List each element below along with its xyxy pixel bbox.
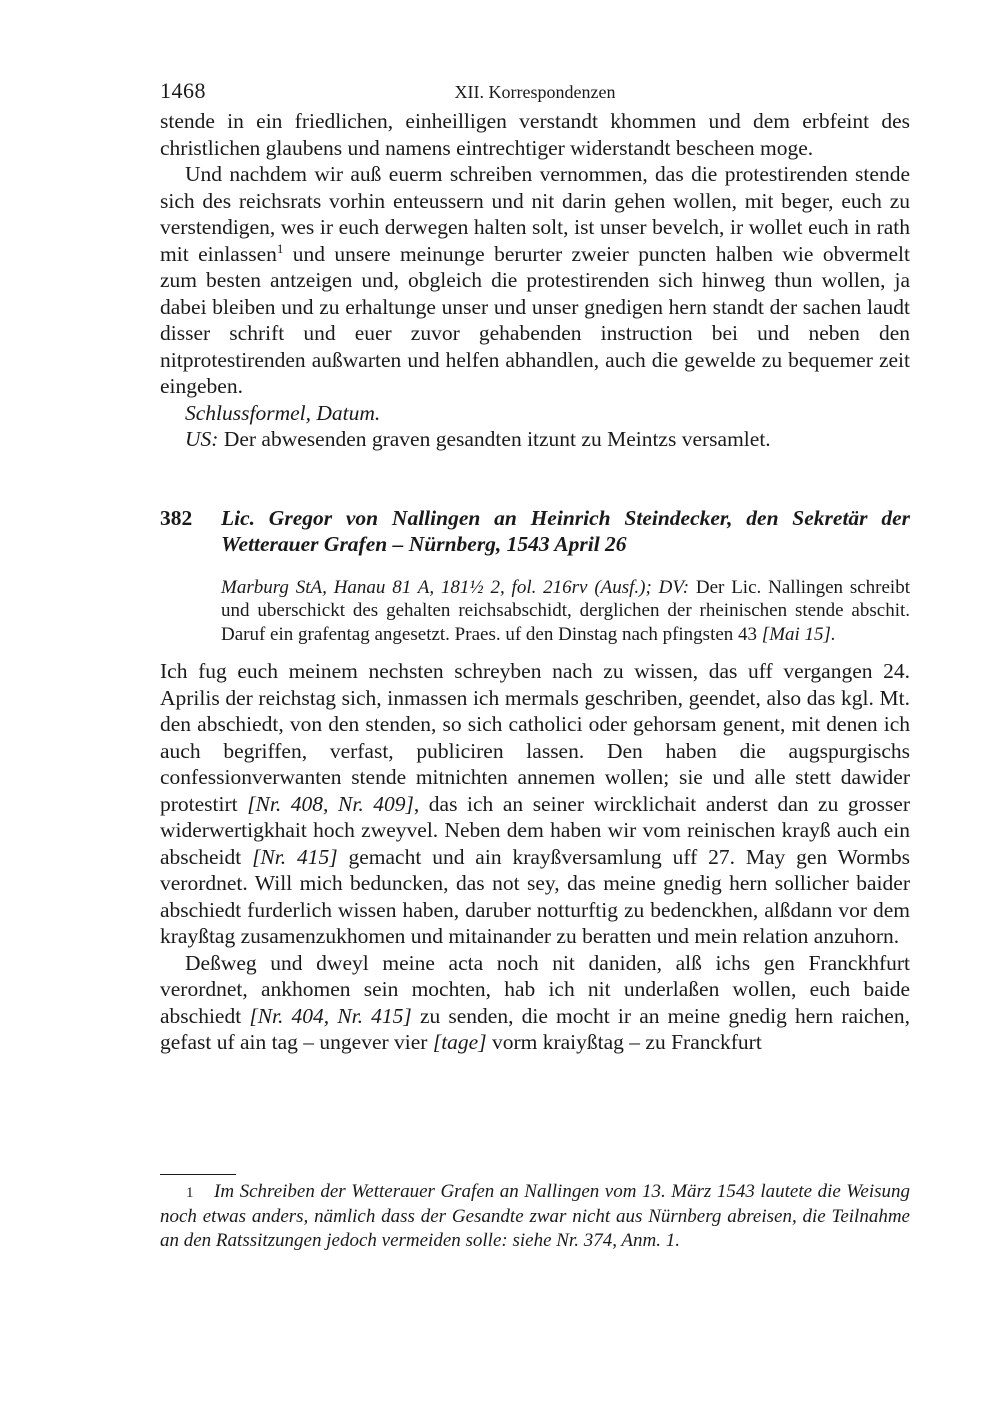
cross-reference[interactable]: [Nr. 415]	[252, 844, 338, 869]
paragraph-text: zu senden, die mocht ir an meine gnedig hern raichen, gefast uf ain tag – ungever vier	[160, 1003, 910, 1054]
document-number: 382	[160, 505, 193, 530]
paragraph-text: Und nachdem wir auß euerm schreiben vernommen, das die protestirenden stende sich des reichsrats vorhin enteussern und nit darin gehen wollen, mit beger, euch zu verstendigen, wes ir euch derwegen halten solt, ist unser bevelch, ir wollet euch in rath mit einlassen	[160, 162, 910, 266]
letter-paragraph	[160, 658, 910, 950]
document-heading	[160, 505, 910, 558]
continuation-text	[160, 108, 910, 453]
footnote-marker: 1	[186, 1185, 194, 1201]
source-note	[160, 576, 910, 647]
subscription	[160, 426, 910, 453]
footnote-text: Im Schreiben der Wetterauer Grafen an Nallingen vom 13. März 1543 lautete die Weisung noch etwas anders, nämlich dass der Gesandte zwar nicht aus Nürnberg abreisen, die Teilnahme an den Ratssitzungen jedoch vermeiden solle: siehe Nr. 374, Anm. 1.	[160, 1181, 910, 1251]
letter-paragraph	[160, 950, 910, 1056]
paragraph-reichsrat	[160, 161, 910, 400]
source-archive: Marburg StA, Hanau 81 A, 181½ 2, fol. 216rv (Ausf.); DV:	[221, 576, 690, 598]
subscription-label: US:	[185, 427, 219, 451]
letter-text	[160, 658, 910, 1056]
page	[160, 78, 910, 1056]
paragraph-text: und unsere meinunge berurter zweier puncten halben wie obvermelt zum besten antzeigen und, obgleich die protestirenden sich hinweg thun wollen, ja dabei bleiben und zu erhaltunge unser und unser gnedigen hern standt der sachen laudt disser schrift und euer zuvor gehabenden instruction bei und neben den nitprotestirenden außwarten und helfen abhandlen, auch die gewelde zu bequemer zeit eingeben.	[160, 241, 911, 398]
continuation-paragraph: stende in ein friedlichen, einheilligen verstandt khommen und dem erbfeint des christlichen glaubens und namens eintrechtiger widerstandt bescheen moge.	[160, 109, 910, 160]
document-title: Lic. Gregor von Nallingen an Heinrich Steindecker, den Sekretär der Wetterauer Grafen – Nürnberg, 1543 April 26	[221, 505, 910, 556]
cross-reference[interactable]: [Nr. 404, Nr. 415]	[249, 1003, 412, 1028]
source-dorsal-note: Der Lic. Nallingen schreibt und uberschickt des gehalten reichsabschidt, derglichen der rheinischen stende abschit. Daruf ein grafentag angesetzt. Praes. uf den Dinstag nach pfingsten 43	[221, 576, 910, 645]
page-number: 1468	[160, 78, 206, 103]
paragraph-text: Deßweg und dweyl meine acta noch nit daniden, alß ichs gen Franckhfurt verordnet, ankhomen sein mochten, hab ich nit underlaßen wollen, euch baide abschiedt	[160, 950, 910, 1028]
subscription-text: Der abwesenden graven gesandten itzunt zu Meintzs versamlet.	[218, 427, 771, 451]
paragraph-text: gemacht und ain krayßversamlung uff 27. May gen Wormbs verordnet. Will mich beduncken, das not sey, das meine gnedig hern sollicher baider abschiedt furderlich wissen haben, daruber notturftig zu bedenckhen, alßdann vor dem krayßtag zusamenzukhomen und mitainander zu beratten und mein relation anzuhorn.	[160, 844, 910, 948]
paragraph-text: Ich fug euch meinem nechsten schreyben nach zu wissen, das uff vergangen 24. Aprilis der reichstag sich, inmassen ich mermals geschriben, geendet, also das kgl. Mt. den abschiedt, von den stenden, so sich catholici oder gehorsam genent, mit denen ich auch begriffen, verfast, publiciren lassen. Den haben die augspurgischs confessionverwanten stende mitnichten annemen wollen; sie und alle stett dawider protestirt	[160, 659, 910, 816]
cross-reference[interactable]: [Nr. 408, Nr. 409]	[247, 791, 414, 816]
footnote	[160, 1180, 910, 1253]
paragraph-text: , das ich an seiner wircklichait anderst dan zu grosser widerwertigkhait hoch zweyvel. Neben dem haben wir vom reinischen krayß auch ein abscheidt	[160, 791, 910, 869]
footnote-reference[interactable]: 1	[276, 240, 284, 256]
closing-formula: Schlussformel, Datum.	[185, 400, 381, 425]
running-title: XII. Korrespondenzen	[454, 82, 616, 102]
running-head	[160, 78, 910, 108]
footnote-rule	[160, 1174, 236, 1175]
editorial-insertion: [tage]	[432, 1030, 487, 1054]
paragraph-text: vorm kraiyßtag – zu Franckfurt	[486, 1030, 762, 1054]
source-date: [Mai 15].	[761, 623, 836, 645]
